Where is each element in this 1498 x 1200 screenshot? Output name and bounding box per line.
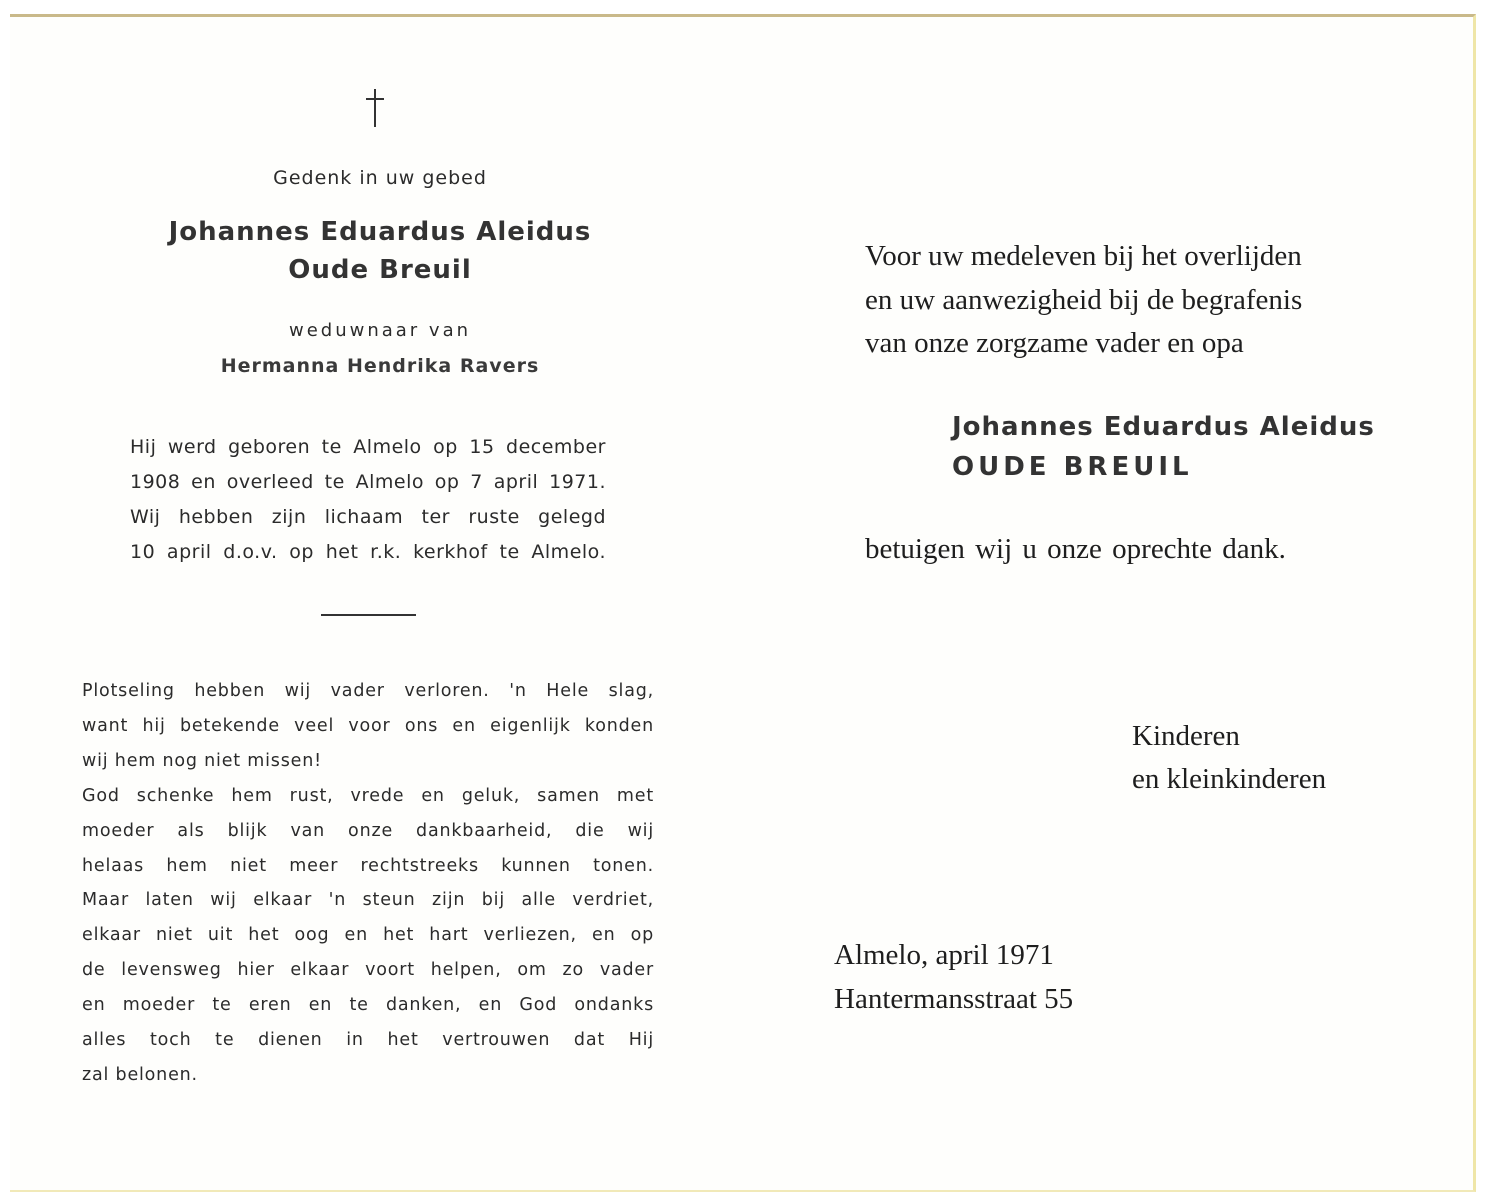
- memorial-line: helaas hem niet meer rechtstreeks kunnen tonen.: [82, 855, 654, 876]
- deceased-surname: OUDE BREUIL: [952, 452, 1193, 482]
- memorial-line: en moeder te eren en te danken, en God ondanks: [82, 995, 654, 1016]
- gratitude-line: betuigen wij u onze oprechte dank.: [865, 533, 1286, 565]
- signatory-line: Kinderen: [1132, 720, 1240, 752]
- spouse-name: Hermanna Hendrika Ravers: [220, 355, 540, 377]
- deceased-surname: Oude Breuil: [288, 255, 472, 285]
- widower-label: weduwnaar van: [288, 320, 472, 341]
- deceased-name-left: [130, 213, 630, 289]
- memorial-line: de levensweg hier elkaar voort helpen, om zo vader: [82, 960, 654, 981]
- cross-icon: [355, 87, 395, 129]
- memorial-card: [10, 14, 1476, 1192]
- divider: [321, 614, 416, 616]
- remember-intro: Gedenk in uw gebed: [273, 167, 487, 189]
- birth-death-paragraph: [130, 430, 606, 570]
- thanks-line: van onze zorgzame vader en opa: [865, 327, 1244, 359]
- memorial-line: wij hem nog niet missen!: [82, 750, 322, 771]
- deceased-given-names: Johannes Eduardus Aleidus: [952, 412, 1375, 442]
- signatory-line: en kleinkinderen: [1132, 763, 1327, 795]
- memorial-line: Plotseling hebben wij vader verloren. 'n Hele slag,: [82, 681, 654, 701]
- memorial-line: Maar laten wij elkaar 'n steun zijn bij alle verdriet,: [82, 890, 654, 911]
- memorial-line: God schenke hem rust, vrede en geluk, samen met: [82, 785, 654, 806]
- deceased-given-names: Johannes Eduardus Aleidus: [168, 217, 592, 247]
- address: Hantermansstraat 55: [834, 983, 1074, 1015]
- memorial-line: elkaar niet uit het oog en het hart verliezen, en op: [82, 925, 654, 946]
- memorial-line: zal belonen.: [82, 1064, 198, 1085]
- place-date: Almelo, april 1971: [834, 939, 1054, 971]
- memorial-line: alles toch te dienen in het vertrouwen dat Hij: [82, 1030, 654, 1051]
- thanks-paragraph: [865, 235, 1385, 366]
- deceased-name-right: [952, 407, 1392, 487]
- thanks-line: Voor uw medeleven bij het overlijden: [865, 240, 1302, 272]
- memorial-line: want hij betekende veel voor ons en eigenlijk konden: [82, 715, 654, 736]
- signatories: [1132, 715, 1432, 801]
- birth-line: 1908 en overleed te Almelo op 7 april 1971.: [130, 471, 606, 493]
- thanks-line: en uw aanwezigheid bij de begrafenis: [865, 283, 1303, 316]
- birth-line: Wij hebben zijn lichaam ter ruste gelegd: [130, 506, 606, 528]
- memorial-text: [82, 674, 654, 1093]
- birth-line: Hij werd geboren te Almelo op 15 december: [130, 436, 606, 458]
- memorial-line: moeder als blijk van onze dankbaarheid, die wij: [82, 820, 654, 841]
- place-and-address: [834, 933, 1254, 1021]
- birth-line: 10 april d.o.v. op het r.k. kerkhof te Almelo.: [130, 541, 606, 563]
